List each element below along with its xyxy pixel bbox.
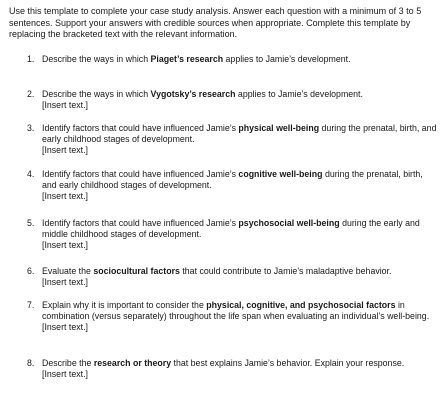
question-7: 7. Explain why it is important to consider the physical, cognitive, and psychosocial factors in combination (versus separately) throughout the life span when evaluating an individual’s well-being. [Insert text.] <box>27 300 437 334</box>
question-keyword: psychosocial well-being <box>238 218 340 228</box>
question-5: 5. Identify factors that could have influenced Jamie’s psychosocial well-being during the early and middle childhood stages of development. [Insert text.] <box>27 218 437 252</box>
insert-text-placeholder[interactable]: [Insert text.] <box>42 277 88 288</box>
insert-text-placeholder[interactable]: [Insert text.] <box>42 240 88 251</box>
intro-paragraph: Use this template to complete your case study analysis. Answer each question with a minimum of 3 to 5 sentences. Support your answers with credible sources when appropriate. Complete this template by replacing the bracketed text with the relevant information. <box>9 6 422 39</box>
insert-text-placeholder[interactable]: [Insert text.] <box>42 100 88 111</box>
question-number: 4. <box>27 169 35 179</box>
question-2: 2. Describe the ways in which Vygotsky’s research applies to Jamie’s development. [Insert text.] <box>27 89 437 111</box>
question-keyword: physical, cognitive, and psychosocial factors <box>206 300 396 310</box>
question-keyword: Vygotsky’s research <box>150 89 236 99</box>
question-3: 3. Identify factors that could have influenced Jamie’s physical well-being during the prenatal, birth, and early childhood stages of development. [Insert text.] <box>27 123 437 156</box>
question-6: 6. Evaluate the sociocultural factors that could contribute to Jamie’s maladaptive behavior. [Insert text.] <box>27 266 437 288</box>
question-number: 3. <box>27 123 35 133</box>
question-number: 5. <box>27 218 35 228</box>
question-keyword: research or theory <box>93 358 172 368</box>
insert-text-placeholder[interactable]: [Insert text.] <box>42 369 88 380</box>
question-number: 7. <box>27 300 35 310</box>
question-keyword: cognitive well-being <box>238 169 323 179</box>
question-number: 1. <box>27 54 35 64</box>
question-number: 8. <box>27 358 35 368</box>
question-number: 6. <box>27 266 35 276</box>
question-1: 1. Describe the ways in which Piaget’s research applies to Jamie’s development. <box>27 54 351 64</box>
question-keyword: physical well-being <box>238 123 320 133</box>
question-keyword: sociocultural factors <box>93 266 180 276</box>
insert-text-placeholder[interactable]: [Insert text.] <box>42 145 88 156</box>
question-keyword: Piaget’s research <box>150 54 224 64</box>
insert-text-placeholder[interactable]: [Insert text.] <box>42 322 88 333</box>
question-number: 2. <box>27 89 35 99</box>
question-4: 4. Identify factors that could have influenced Jamie’s cognitive well-being during the prenatal, birth, and early childhood stages of development. [Insert text.] <box>27 169 437 203</box>
question-8: 8. Describe the research or theory that best explains Jamie’s behavior. Explain your response. [Insert text.] <box>27 358 437 380</box>
insert-text-placeholder[interactable]: [Insert text.] <box>42 191 88 202</box>
